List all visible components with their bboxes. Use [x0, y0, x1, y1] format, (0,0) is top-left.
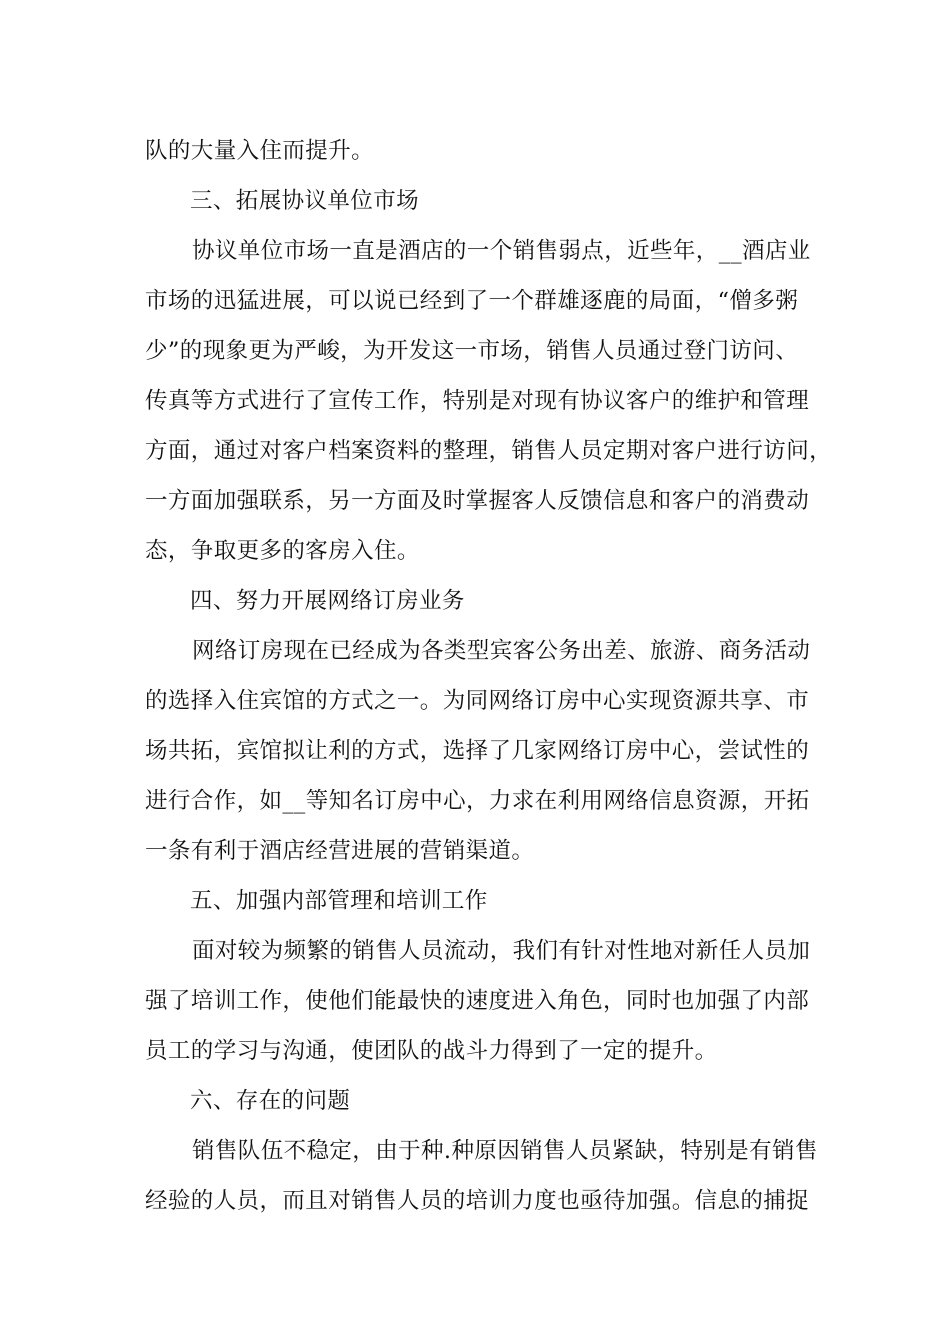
text-line: 员工的学习与沟通，使团队的战斗力得到了一定的提升。	[145, 1038, 718, 1064]
text-line: 的选择入住宾馆的方式之一。为同网络订房中心实现资源共享、市	[145, 688, 810, 714]
text-line: 网络订房现在已经成为各类型宾客公务出差、旅游、商务活动	[192, 638, 811, 664]
text-line: 销售队伍不稳定，由于种.种原因销售人员紧缺，特别是有销售	[192, 1138, 818, 1164]
text-line: 面对较为频繁的销售人员流动，我们有针对性地对新任人员加	[192, 938, 811, 964]
text-line: 一条有利于酒店经营进展的营销渠道。	[145, 838, 535, 864]
text-line: 传真等方式进行了宣传工作，特别是对现有协议客户的维护和管理	[145, 388, 810, 414]
section-heading: 五、加强内部管理和培训工作	[190, 888, 488, 914]
text-line: 强了培训工作，使他们能最快的速度进入角色，同时也加强了内部	[145, 988, 810, 1014]
text-line: 经验的人员，而且对销售人员的培训力度也亟待加强。信息的捕捉	[145, 1188, 810, 1214]
section-heading: 三、拓展协议单位市场	[190, 188, 420, 214]
text-line: 队的大量入住而提升。	[145, 138, 375, 164]
text-line: 协议单位市场一直是酒店的一个销售弱点，近些年，__酒店业	[192, 238, 811, 264]
text-line: 方面，通过对客户档案资料的整理，销售人员定期对客户进行访问，	[145, 438, 833, 464]
text-line: 场共拓，宾馆拟让利的方式，选择了几家网络订房中心，尝试性的	[145, 738, 810, 764]
section-heading: 六、存在的问题	[190, 1088, 351, 1114]
text-line: 一方面加强联系，另一方面及时掌握客人反馈信息和客户的消费动	[145, 488, 810, 514]
text-line: 少”的现象更为严峻，为开发这一市场，销售人员通过登门访问、	[145, 338, 799, 364]
section-heading: 四、努力开展网络订房业务	[190, 588, 465, 614]
text-line: 市场的迅猛进展，可以说已经到了一个群雄逐鹿的局面，“僧多粥	[145, 288, 799, 314]
text-line: 态，争取更多的客房入住。	[145, 538, 420, 564]
text-line: 进行合作，如__等知名订房中心，力求在利用网络信息资源，开拓	[145, 788, 810, 814]
